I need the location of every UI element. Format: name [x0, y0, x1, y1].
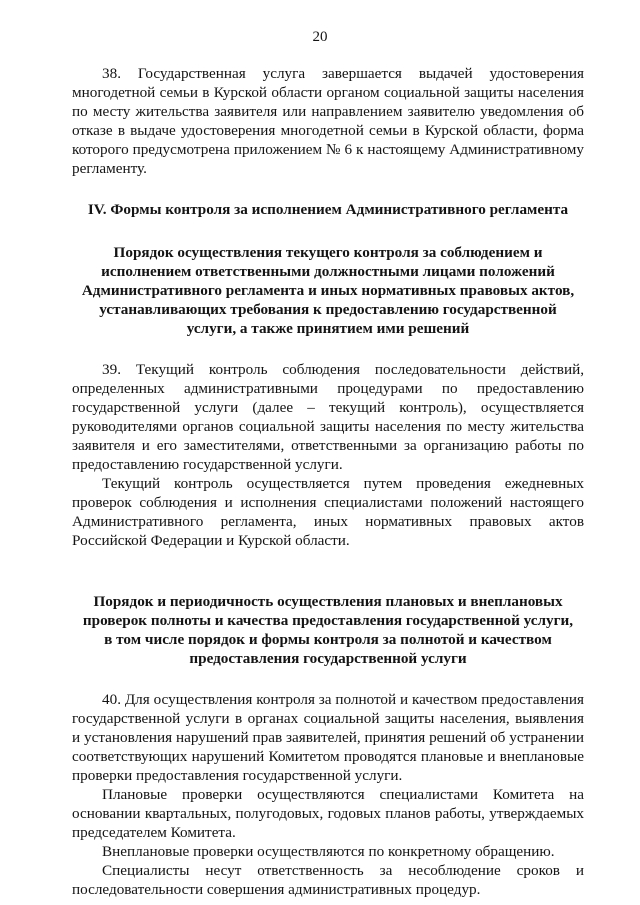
document-body — [72, 64, 584, 899]
paragraph-item-40: 40. Для осуществления контроля за полнотой и качеством предоставления государственной услуги в органах социальной защиты населения, выявления и установления нарушений прав заявителей, принятия решений об устранении соответствующих нарушений Комитетом проводятся плановые и внеплановые проверки предоставления государственной услуги. — [72, 691, 584, 784]
paragraph-planned-inspections: Плановые проверки осуществляются специалистами Комитета на основании квартальных, полугодовых, годовых планов работы, утверждаемых председателем Комитета. — [72, 786, 584, 841]
page-number: 20 — [312, 29, 328, 45]
paragraph-responsibility: Специалисты несут ответственность за несоблюдение сроков и последовательности совершения административных процедур. — [72, 862, 584, 898]
paragraph-item-39: 39. Текущий контроль соблюдения последовательности действий, определенных административными процедурами по предоставлению государственной услуги (далее – текущий контроль), осуществляется руководителями органов социальной защиты населения по месту жительства заявителя и его заместителями, ответственными за организацию работы по предоставлению государственной услуги. — [72, 361, 584, 473]
section-iv-heading: IV. Формы контроля за исполнением Административного регламента — [87, 201, 569, 218]
paragraph-unplanned-inspections: Внеплановые проверки осуществляются по конкретному обращению. — [102, 843, 555, 860]
subsection-current-control-heading: Порядок осуществления текущего контроля за соблюдением и исполнением ответственными должностными лицами положений Административного регламента и иных нормативных правовых актов, устанавливающих требования к предоставлению государственной услуги, а также принятием ими решений — [81, 244, 575, 337]
subsection-inspections-heading: Порядок и периодичность осуществления плановых и внеплановых проверок полноты и качества предоставления государственной услуги, в том числе порядок и формы контроля за полнотой и качеством предоставления государственной услуги — [82, 593, 574, 667]
paragraph-item-39-continuation: Текущий контроль осуществляется путем проведения ежедневных проверок соблюдения и исполнения специалистами положений настоящего Административного регламента, иных нормативных правовых актов Российской Федерации и Курской области. — [72, 475, 584, 549]
paragraph-item-38: 38. Государственная услуга завершается выдачей удостоверения многодетной семьи в Курской области органом социальной защиты населения по месту жительства заявителя или направлением заявителю уведомления об отказе в выдаче удостоверения многодетной семьи в Курской области, форма которого предусмотрена приложением № 6 к настоящему Административному регламенту. — [72, 65, 584, 177]
